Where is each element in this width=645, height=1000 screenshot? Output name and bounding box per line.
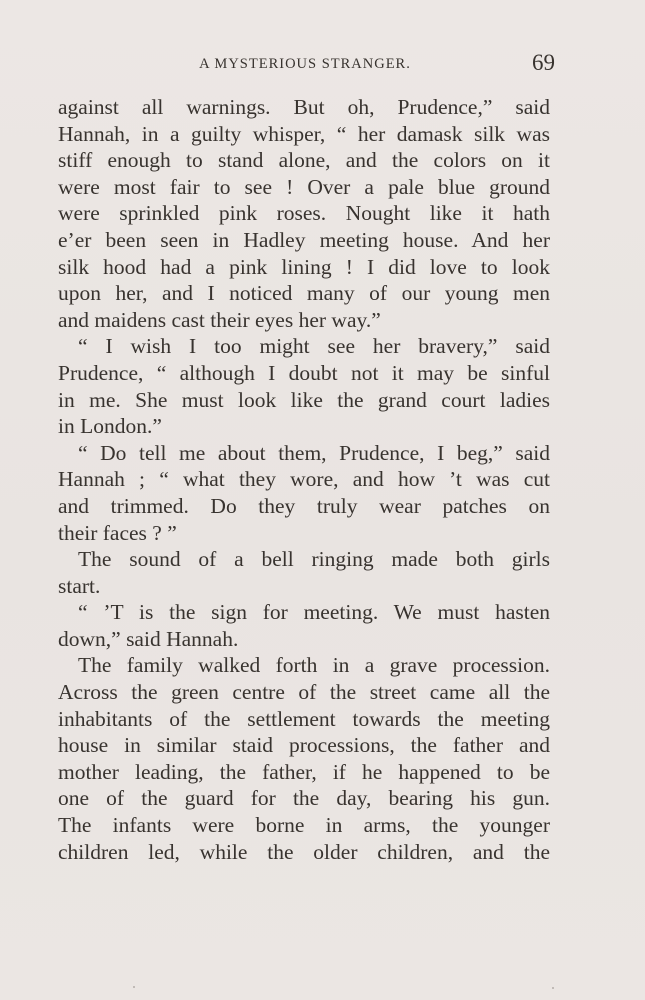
- text-line: “ Do tell me about them, Prudence, I beg,” said: [78, 440, 550, 465]
- page-number: 69: [532, 50, 555, 75]
- text-line: Hannah, in a guilty whisper, “ her damask silk was: [58, 121, 550, 146]
- text-line: children led, while the older children, and the: [58, 839, 550, 864]
- text-line: silk hood had a pink lining ! I did love to look: [58, 254, 550, 279]
- text-line: The sound of a bell ringing made both girls: [78, 547, 550, 572]
- paper-speck: [133, 986, 135, 988]
- text-line: mother leading, the father, if he happened to be: [58, 759, 550, 784]
- running-header: [60, 50, 555, 82]
- text-line: upon her, and I noticed many of our young men: [58, 281, 550, 306]
- text-line: Hannah ; “ what they wore, and how ’t was cut: [58, 467, 550, 492]
- body-text: [58, 94, 550, 865]
- text-line: Prudence, “ although I doubt not it may be sinful: [58, 360, 550, 385]
- text-line: “ I wish I too might see her bravery,” said: [78, 334, 550, 359]
- text-line: were sprinkled pink roses. Nought like it hath: [58, 201, 550, 226]
- text-line: down,” said Hannah.: [58, 626, 239, 651]
- text-line: The family walked forth in a grave procession.: [78, 653, 550, 678]
- paper-speck: [552, 987, 554, 989]
- text-line: were most fair to see ! Over a pale blue ground: [58, 174, 550, 199]
- text-line: against all warnings. But oh, Prudence,” said: [58, 95, 550, 119]
- text-line: in London.”: [58, 414, 162, 439]
- text-line: in me. She must look like the grand court ladies: [58, 387, 550, 412]
- text-line: inhabitants of the settlement towards the meeting: [58, 706, 550, 731]
- text-line: and maidens cast their eyes her way.”: [58, 307, 381, 332]
- text-line: The infants were borne in arms, the younger: [58, 813, 550, 838]
- text-line: stiff enough to stand alone, and the colors on it: [58, 148, 550, 173]
- text-line: house in similar staid processions, the father and: [58, 733, 550, 758]
- text-line: Across the green centre of the street came all the: [58, 680, 550, 705]
- running-title: A MYSTERIOUS STRANGER.: [199, 56, 411, 72]
- text-line: their faces ? ”: [58, 520, 177, 545]
- text-line: e’er been seen in Hadley meeting house. And her: [58, 227, 550, 252]
- text-line: one of the guard for the day, bearing his gun.: [58, 786, 550, 811]
- text-line: and trimmed. Do they truly wear patches on: [58, 493, 550, 518]
- text-line: “ ’T is the sign for meeting. We must hasten: [78, 600, 550, 625]
- text-line: start.: [58, 573, 101, 598]
